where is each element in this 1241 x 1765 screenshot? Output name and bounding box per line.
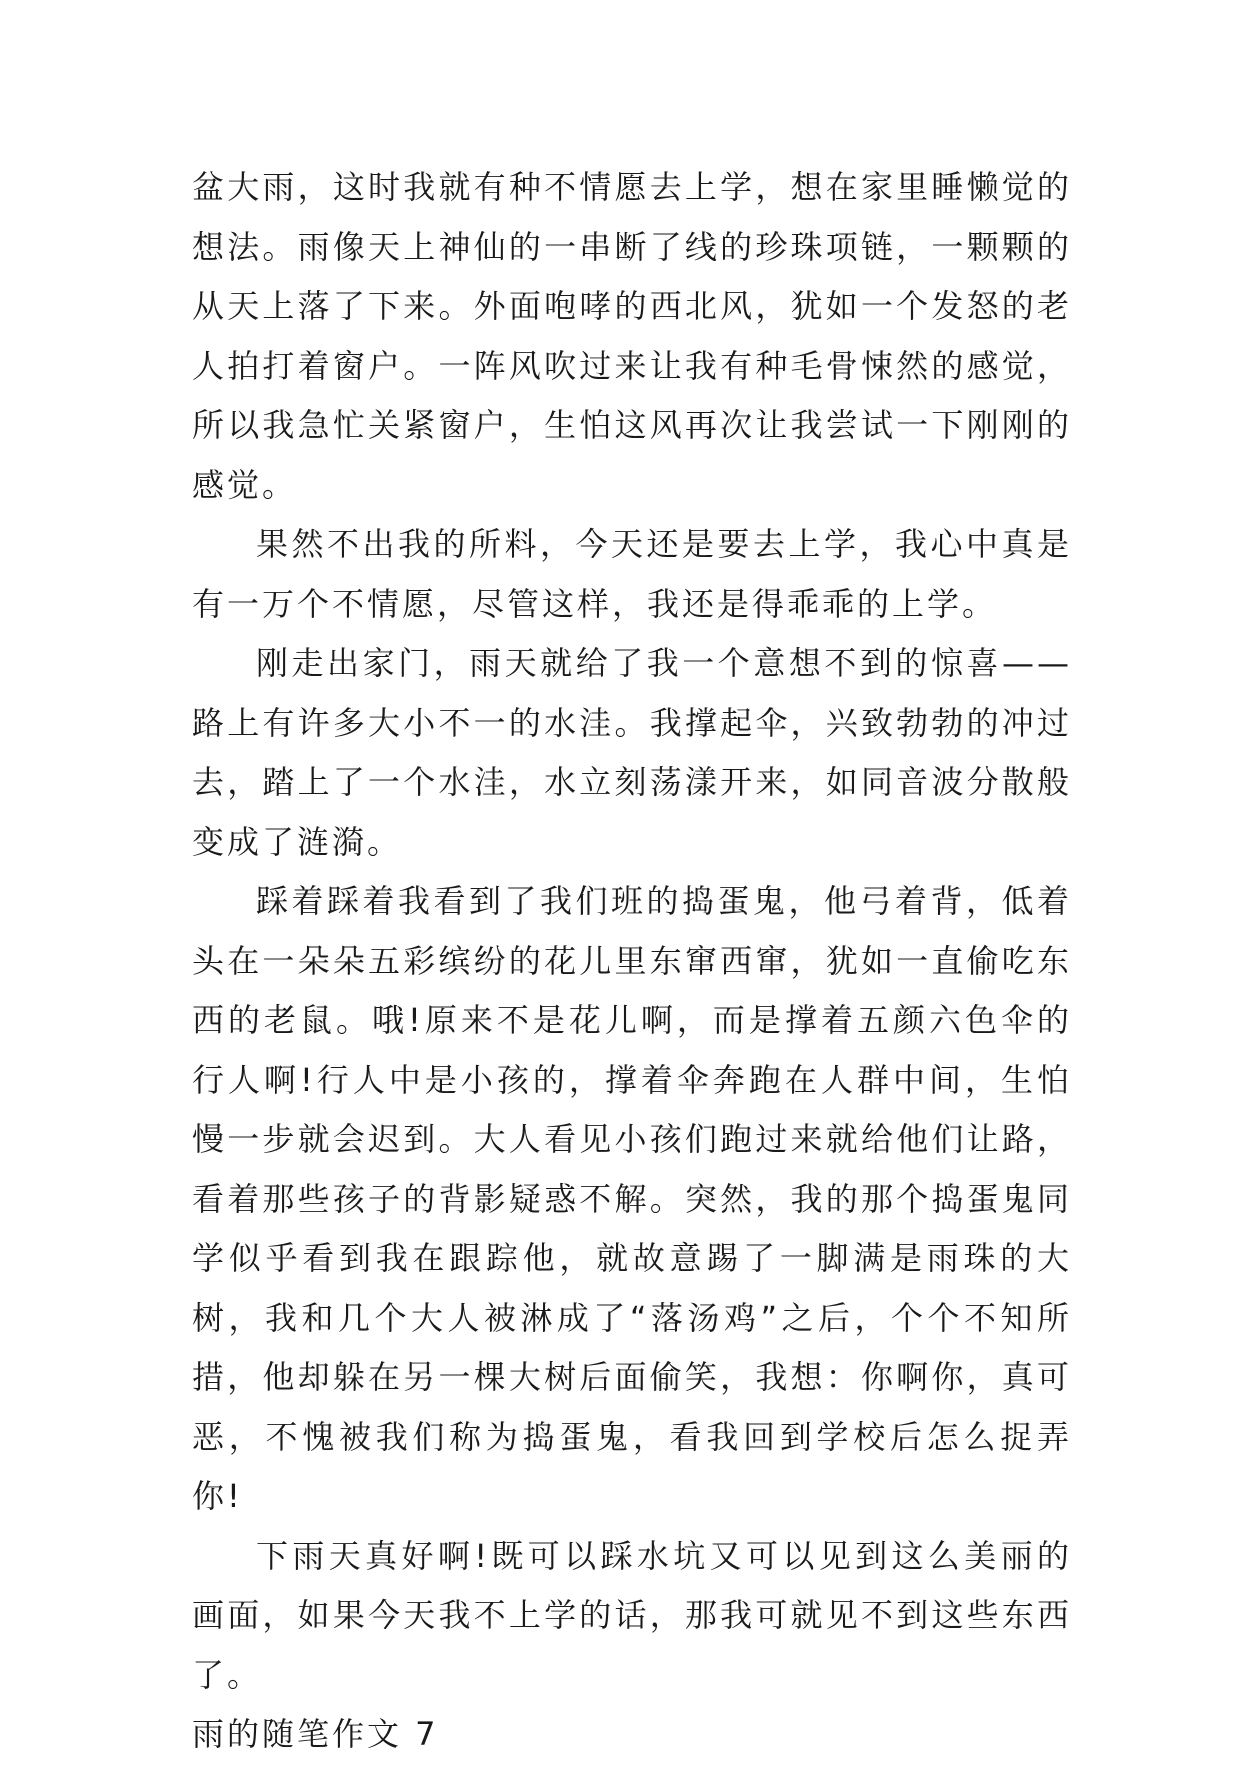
paragraph-1: 盆大雨，这时我就有种不情愿去上学，想在家里睡懒觉的想法。雨像天上神仙的一串断了线的珍珠项链，一颗颗的从天上落了下来。外面咆哮的西北风，犹如一个发怒的老人拍打着窗户。一阵风吹过来让我有种毛骨悚然的感觉，所以我急忙关紧窗户，生怕这风再次让我尝试一下刚刚的感觉。 <box>192 168 1072 504</box>
document-body <box>192 158 1072 1765</box>
paragraph-3: 刚走出家门，雨天就给了我一个意想不到的惊喜——路上有许多大小不一的水洼。我撑起伞，兴致勃勃的冲过去，踏上了一个水洼，水立刻荡漾开来，如同音波分散般变成了涟漪。 <box>192 644 1072 861</box>
section-heading: 雨的随笔作文 7 <box>192 1715 439 1753</box>
paragraph-4: 踩着踩着我看到了我们班的捣蛋鬼，他弓着背，低着头在一朵朵五彩缤纷的花儿里东窜西窜，犹如一直偷吃东西的老鼠。哦!原来不是花儿啊，而是撑着五颜六色伞的行人啊!行人中是小孩的，撑着伞奔跑在人群中间，生怕慢一步就会迟到。大人看见小孩们跑过来就给他们让路，看着那些孩子的背影疑惑不解。突然，我的那个捣蛋鬼同学似乎看到我在跟踪他，就故意踢了一脚满是雨珠的大树，我和几个大人被淋成了“落汤鸡”之后，个个不知所措，他却躲在另一棵大树后面偷笑，我想：你啊你，真可恶，不愧被我们称为捣蛋鬼，看我回到学校后怎么捉弄你! <box>192 882 1072 1515</box>
paragraph-2: 果然不出我的所料，今天还是要去上学，我心中真是有一万个不情愿，尽管这样，我还是得乖乖的上学。 <box>192 525 1072 623</box>
paragraph-5: 下雨天真好啊!既可以踩水坑又可以见到这么美丽的画面，如果今天我不上学的话，那我可就见不到这些东西了。 <box>192 1536 1072 1694</box>
